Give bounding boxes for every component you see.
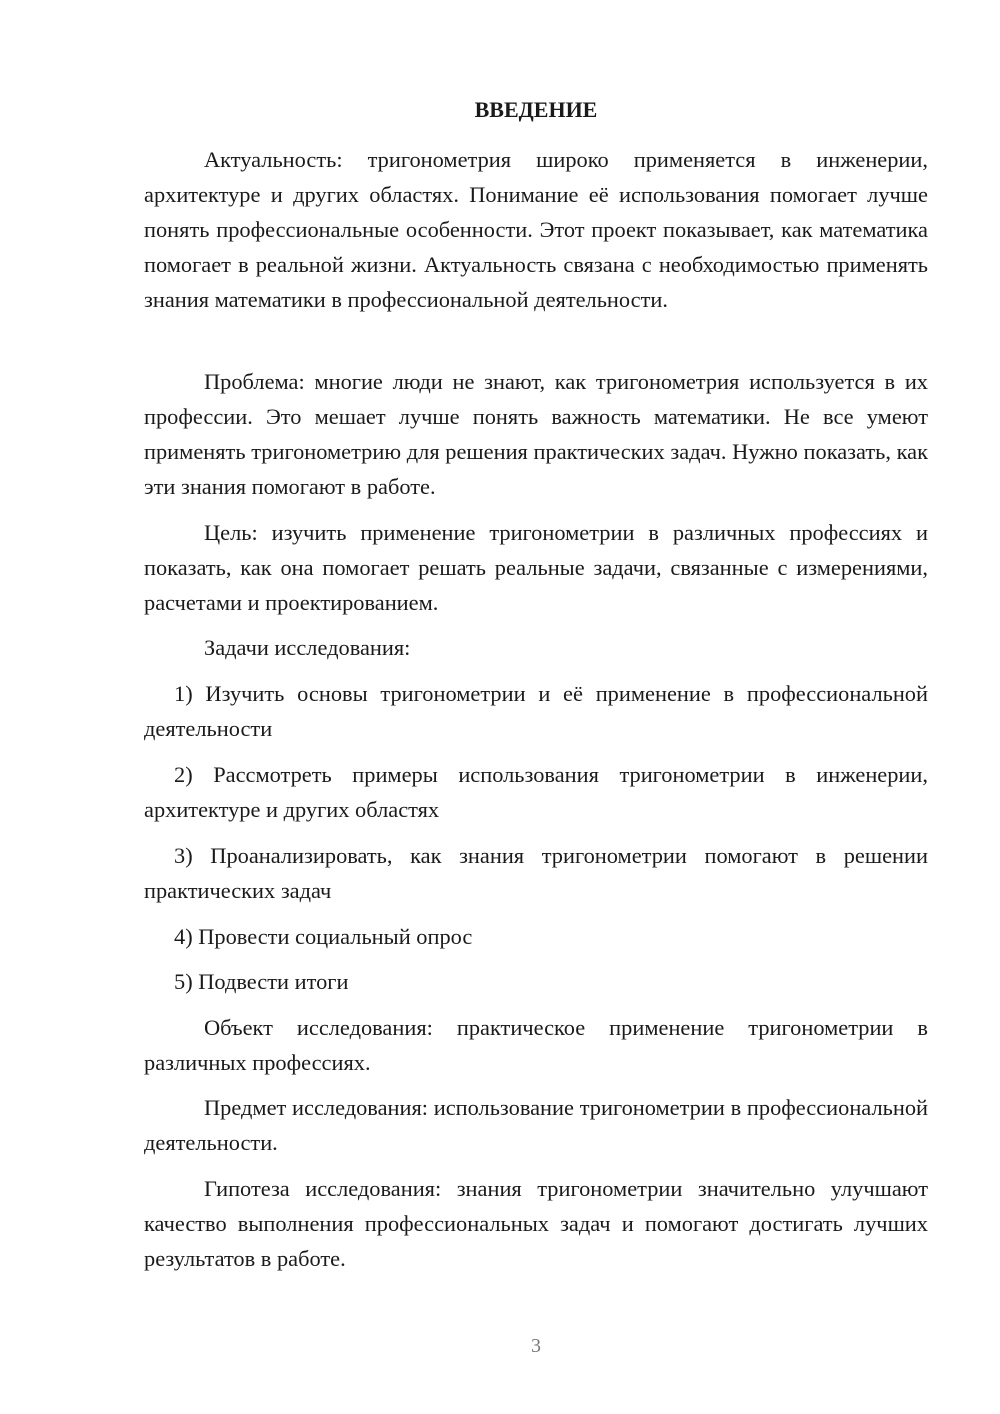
paragraph-object: Объект исследования: практическое применение тригонометрии в различных профессиях. xyxy=(144,1015,928,1075)
page-number: 3 xyxy=(531,1335,541,1357)
paragraph-goal: Цель: изучить применение тригонометрии в различных профессиях и показать, как она помогает решать реальные задачи, связанные с измерениями, расчетами и проектированием. xyxy=(144,520,928,615)
paragraph-problem: Проблема: многие люди не знают, как тригонометрия используется в их профессии. Это мешает лучше понять важность математики. Не все умеют применять тригонометрию для решения практических задач. Нужно показать, как эти знания помогают в работе. xyxy=(144,369,928,499)
paragraph-relevance: Актуальность: тригонометрия широко применяется в инженерии, архитектуре и других областях. Понимание её использования помогает лучше понять профессиональные особенности. Этот проект показывает, как математика помогает в реальной жизни. Актуальность связана с необходимостью применять знания математики в профессиональной деятельности. xyxy=(144,147,928,312)
task-item-2: 2) Рассмотреть примеры использования тригонометрии в инженерии, архитектуре и других областях xyxy=(144,762,928,822)
task-item-5: 5) Подвести итоги xyxy=(174,969,349,994)
section-heading: ВВЕДЕНИЕ xyxy=(474,97,598,122)
task-item-4: 4) Провести социальный опрос xyxy=(174,924,473,949)
task-item-3: 3) Проанализировать, как знания тригонометрии помогают в решении практических задач xyxy=(144,843,928,903)
paragraph-hypothesis: Гипотеза исследования: знания тригонометрии значительно улучшают качество выполнения профессиональных задач и помогают достигать лучших результатов в работе. xyxy=(144,1176,928,1271)
tasks-intro: Задачи исследования: xyxy=(204,635,411,660)
task-item-1: 1) Изучить основы тригонометрии и её применение в профессиональной деятельности xyxy=(144,681,928,741)
paragraph-subject: Предмет исследования: использование тригонометрии в профессиональной деятельности. xyxy=(144,1095,928,1155)
